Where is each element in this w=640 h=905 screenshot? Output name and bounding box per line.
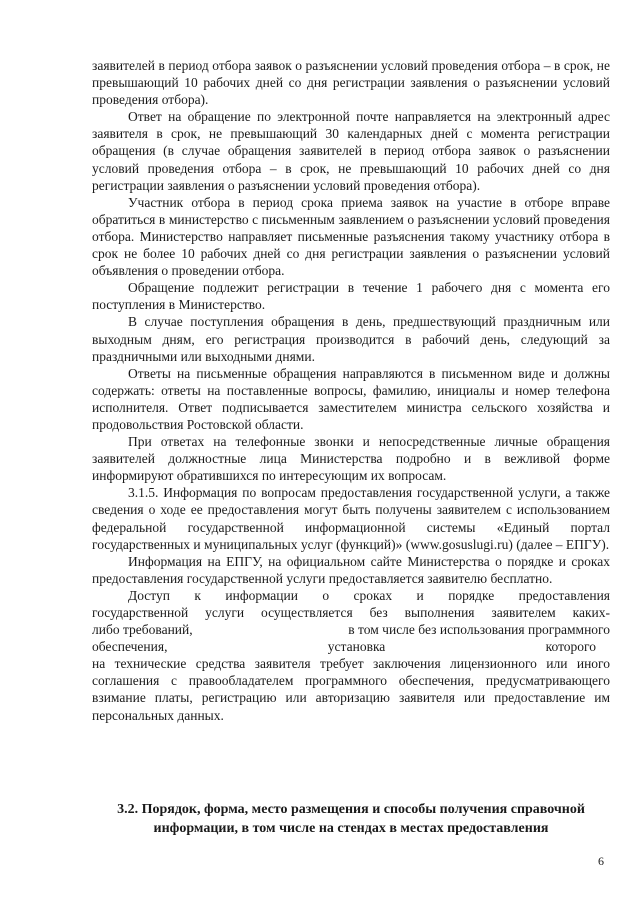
paragraph-phone-answers: При ответах на телефонные звонки и непосредственные личные обращения заявителей должностные лица Министерства подробно и в вежливой форме информируют обратившихся по интересующим их вопросам.: [92, 434, 610, 484]
access-line-4-start: обеспечения,: [92, 639, 168, 655]
access-line-1: Доступ к информации о сроках и порядке предоставления: [128, 587, 610, 603]
page-number: 6: [598, 854, 604, 868]
paragraph-participant-request: Участник отбора в период срока приема заявок на участие в отборе вправе обратиться в министерство с письменным заявлением о разъяснении условий проведения отбора. Министерство направляет письменные разъяснения такому участнику отбора в срок не более 10 рабочих дней со дня регистрации заявления о разъяснении условий объявления о проведении отбора.: [92, 194, 610, 279]
paragraph-holiday-registration: В случае поступления обращения в день, предшествующий праздничным или выходным дням, его регистрация производится в рабочий день, следующий за праздничными или выходными днями.: [92, 314, 610, 364]
paragraph-written-answers: Ответы на письменные обращения направляются в письменном виде и должны содержать: ответы на поставленные вопросы, фамилию, инициалы и номер телефона исполнителя. Ответ подписывается заместителем министра сельского хозяйства и продовольствия Ростовской области.: [92, 365, 610, 432]
paragraph-continuation: заявителей в период отбора заявок о разъяснении условий проведения отбора – в срок, не превышающий 10 рабочих дней со дня регистрации заявления о разъяснении условий проведения отбора).: [92, 58, 610, 108]
paragraph-epgu-free: Информация на ЕПГУ, на официальном сайте Министерства о порядке и сроках предоставления государственной услуги предоставляется заявителю бесплатно.: [92, 553, 610, 586]
section-heading: 3.2. Порядок, форма, место размещения и способы получения справочной информации, в том числе на стендах в местах предоставления: [117, 802, 585, 836]
access-line-4: [92, 638, 610, 655]
access-line-2: государственной услуги осуществляется без выполнения заявителем каких-: [92, 605, 610, 620]
access-line-4-middle: установка: [327, 639, 386, 655]
access-line-3-end: в том числе без использования программного: [348, 622, 610, 638]
access-line-5: на технические средства заявителя требует заключения лицензионного или иного соглашения с правообладателем программного обеспечения, предусматривающего взимание платы, регистрацию или авторизацию заявителя или предоставление им персональных данных.: [92, 656, 610, 723]
paragraph-registration: Обращение подлежит регистрации в течение 1 рабочего дня с момента его поступления в Министерство.: [92, 280, 610, 313]
paragraph-email-response: Ответ на обращение по электронной почте направляется на электронный адрес заявителя в срок, не превышающий 30 календарных дней с момента регистрации обращения (в случае обращения заявителей в период отбора заявок о разъяснении условий проведения отбора – в срок, не превышающий 10 рабочих дней со дня регистрации заявления о разъяснении условий проведения отбора).: [92, 109, 610, 193]
access-line-3-start: либо требований,: [92, 622, 193, 638]
access-line-3: [92, 621, 610, 638]
access-line-4-end: которого: [545, 639, 596, 655]
paragraph-access: [92, 587, 610, 724]
document-body: [92, 57, 610, 724]
paragraph-epgu-info: 3.1.5. Информация по вопросам предоставления государственной услуги, а также сведения о ходе ее предоставления могут быть получены заявителем с использованием федеральной государственной информационной системы «Единый портал государственных и муниципальных услуг (функций)» (www.gosuslugi.ru) (далее – ЕПГУ).: [92, 485, 610, 552]
